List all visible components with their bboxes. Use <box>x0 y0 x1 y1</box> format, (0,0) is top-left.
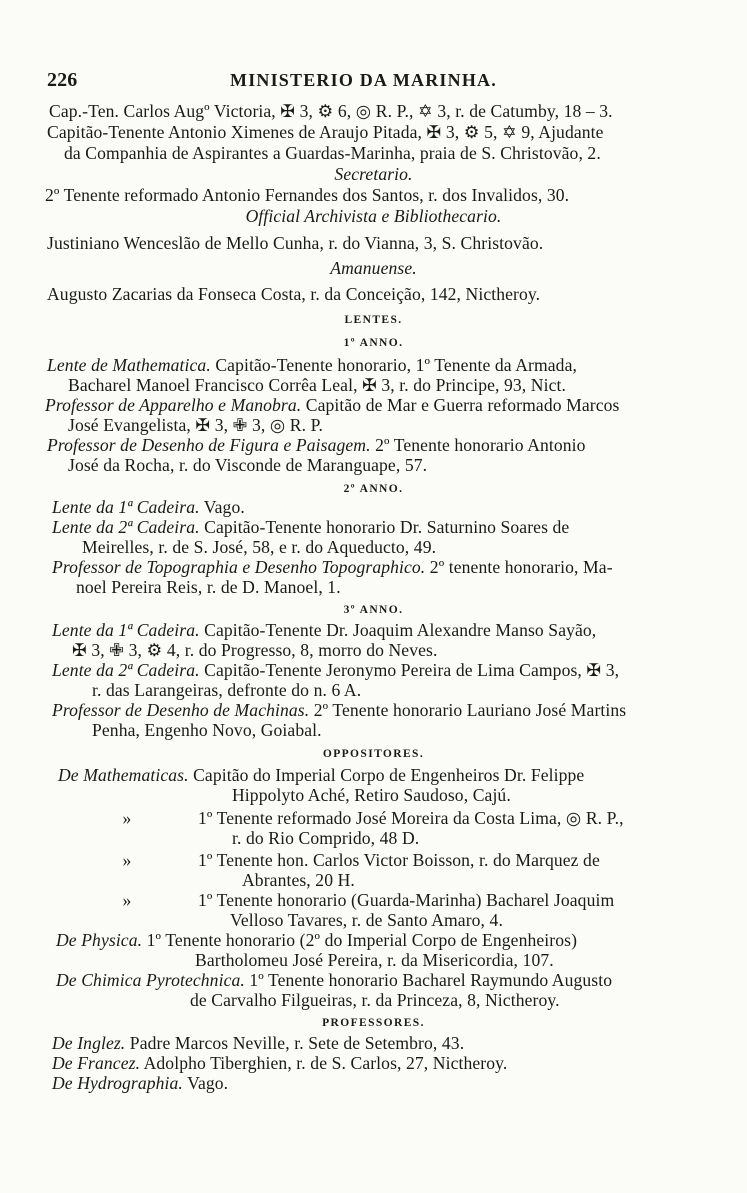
entry-label: De Chimica Pyrotechnica. <box>56 970 245 990</box>
entry-label: Professor de Desenho de Machinas. <box>52 700 310 720</box>
section-heading: LENTES. <box>344 314 403 326</box>
entry-line: Velloso Tavares, r. de Santo Amaro, 4. <box>230 910 503 930</box>
entry-line: Abrantes, 20 H. <box>242 870 355 890</box>
entry-label: Lente da 1ª Cadeira. <box>52 620 200 640</box>
subsection-heading: 1º ANNO. <box>343 337 404 349</box>
entry-text: 1º Tenente honorario (2º do Imperial Corpo de Engenheiros) <box>142 930 578 950</box>
entry-line <box>52 660 747 680</box>
page-title: MINISTERIO DA MARINHA. <box>230 70 497 90</box>
ditto-mark: » <box>122 808 132 828</box>
entry-line <box>47 435 747 455</box>
entry-line <box>52 1053 747 1073</box>
entry-label: De Physica. <box>56 930 143 950</box>
entry-text: Padre Marcos Neville, r. Sete de Setembro, 43. <box>125 1033 465 1053</box>
entry-line: José Evangelista, ✠ 3, ✙ 3, ◎ R. P. <box>68 415 324 435</box>
entry-text: Adolpho Tiberghien, r. de S. Carlos, 27, Nictheroy. <box>140 1053 508 1073</box>
entry-line: noel Pereira Reis, r. de D. Manoel, 1. <box>76 577 341 597</box>
entry-line: r. das Larangeiras, defronte do n. 6 A. <box>92 680 362 700</box>
entry-text: 1º Tenente honorario Bacharel Raymundo Augusto <box>244 970 613 990</box>
entry-line: r. do Rio Comprido, 48 D. <box>232 828 420 848</box>
entry-line <box>52 700 747 720</box>
entry-label: Lente da 1ª Cadeira. <box>52 497 200 517</box>
entry-line <box>45 395 747 415</box>
entry-label: De Hydrographia. <box>52 1073 183 1093</box>
entry-line: de Carvalho Filgueiras, r. da Princeza, 8, Nictheroy. <box>190 990 560 1010</box>
entry-label: Professor de Apparelho e Manobra. <box>45 395 302 415</box>
entry-line <box>118 890 747 910</box>
section-heading: Official Archivista e Bibliothecario. <box>245 206 502 226</box>
entry-line: da Companhia de Aspirantes a Guardas-Marinha, praia de S. Christovão, 2. <box>64 143 601 163</box>
section-heading: Amanuense. <box>330 258 417 278</box>
entry-line: ✠ 3, ✙ 3, ⚙ 4, r. do Progresso, 8, morro do Neves. <box>72 640 438 660</box>
entry-label: De Francez. <box>52 1053 141 1073</box>
entry-line: Hippolyto Aché, Retiro Saudoso, Cajú. <box>232 785 511 805</box>
entry-line <box>118 850 747 870</box>
entry-text: Capitão de Mar e Guerra reformado Marcos <box>301 395 620 415</box>
entry-text: Capitão do Imperial Corpo de Engenheiros Dr. Felippe <box>188 765 585 785</box>
entry-line: Augusto Zacarias da Fonseca Costa, r. da Conceição, 142, Nictheroy. <box>47 284 541 304</box>
entry-line <box>52 1033 747 1053</box>
entry-line <box>52 1073 747 1093</box>
entry-text: Capitão-Tenente honorario, 1º Tenente da Armada, <box>210 355 577 375</box>
entry-line <box>52 557 747 577</box>
entry-line <box>58 765 747 785</box>
entry-line <box>56 930 747 950</box>
entry-line: Capitão-Tenente Antonio Ximenes de Araujo Pitada, ✠ 3, ⚙ 5, ✡ 9, Ajudante <box>47 122 604 142</box>
entry-text: Capitão-Tenente Dr. Joaquim Alexandre Manso Sayão, <box>199 620 597 640</box>
entry-text: Vago. <box>199 497 245 517</box>
entry-line: 2º Tenente reformado Antonio Fernandes dos Santos, r. dos Invalidos, 30. <box>45 185 570 205</box>
entry-line: Bacharel Manoel Francisco Corrêa Leal, ✠ 3, r. do Principe, 93, Nict. <box>68 375 566 395</box>
entry-line: Justiniano Wenceslão de Mello Cunha, r. do Vianna, 3, S. Christovão. <box>47 233 544 253</box>
section-heading: Secretario. <box>334 164 413 184</box>
entry-text: Capitão-Tenente Jeronymo Pereira de Lima Campos, ✠ 3, <box>199 660 620 680</box>
entry-line <box>56 970 747 990</box>
entry-line: Cap.-Ten. Carlos Augº Victoria, ✠ 3, ⚙ 6, ◎ R. P., ✡ 3, r. de Catumby, 18 – 3. <box>49 101 613 121</box>
entry-label: Lente de Mathematica. <box>47 355 211 375</box>
entry-line: José da Rocha, r. do Visconde de Maranguape, 57. <box>68 455 428 475</box>
entry-line <box>52 497 747 517</box>
entry-label: Lente da 2ª Cadeira. <box>52 660 200 680</box>
page-number: 226 <box>47 69 78 91</box>
ditto-mark: » <box>122 850 132 870</box>
entry-text: 1º Tenente honorario (Guarda-Marinha) Bacharel Joaquim <box>198 890 615 910</box>
entry-label: Professor de Desenho de Figura e Paisagem. <box>47 435 371 455</box>
entry-text: 1º Tenente reformado José Moreira da Costa Lima, ◎ R. P., <box>198 808 624 828</box>
entry-label: De Mathematicas. <box>58 765 189 785</box>
entry-label: De Inglez. <box>52 1033 126 1053</box>
section-heading: PROFESSORES. <box>322 1017 425 1029</box>
section-heading: OPPOSITORES. <box>322 748 425 760</box>
entry-line: Meirelles, r. de S. José, 58, e r. do Aqueducto, 49. <box>82 537 437 557</box>
entry-label: Lente da 2ª Cadeira. <box>52 517 200 537</box>
entry-label: Professor de Topographia e Desenho Topographico. <box>52 557 426 577</box>
subsection-heading: 3º ANNO. <box>343 604 404 616</box>
entry-line <box>52 620 747 640</box>
entry-line <box>118 808 747 828</box>
subsection-heading: 2º ANNO. <box>343 483 404 495</box>
entry-line: Bartholomeu José Pereira, r. da Misericordia, 107. <box>195 950 554 970</box>
entry-text: 1º Tenente hon. Carlos Victor Boisson, r. do Marquez de <box>198 850 600 870</box>
entry-line: Penha, Engenho Novo, Goiabal. <box>92 720 322 740</box>
entry-line <box>47 355 747 375</box>
entry-text: 2º tenente honorario, Ma- <box>425 557 613 577</box>
entry-text: 2º Tenente honorario Antonio <box>370 435 586 455</box>
entry-text: 2º Tenente honorario Lauriano José Martins <box>309 700 627 720</box>
entry-text: Capitão-Tenente honorario Dr. Saturnino Soares de <box>199 517 570 537</box>
ditto-mark: » <box>122 890 132 910</box>
entry-text: Vago. <box>182 1073 229 1093</box>
entry-line <box>52 517 747 537</box>
